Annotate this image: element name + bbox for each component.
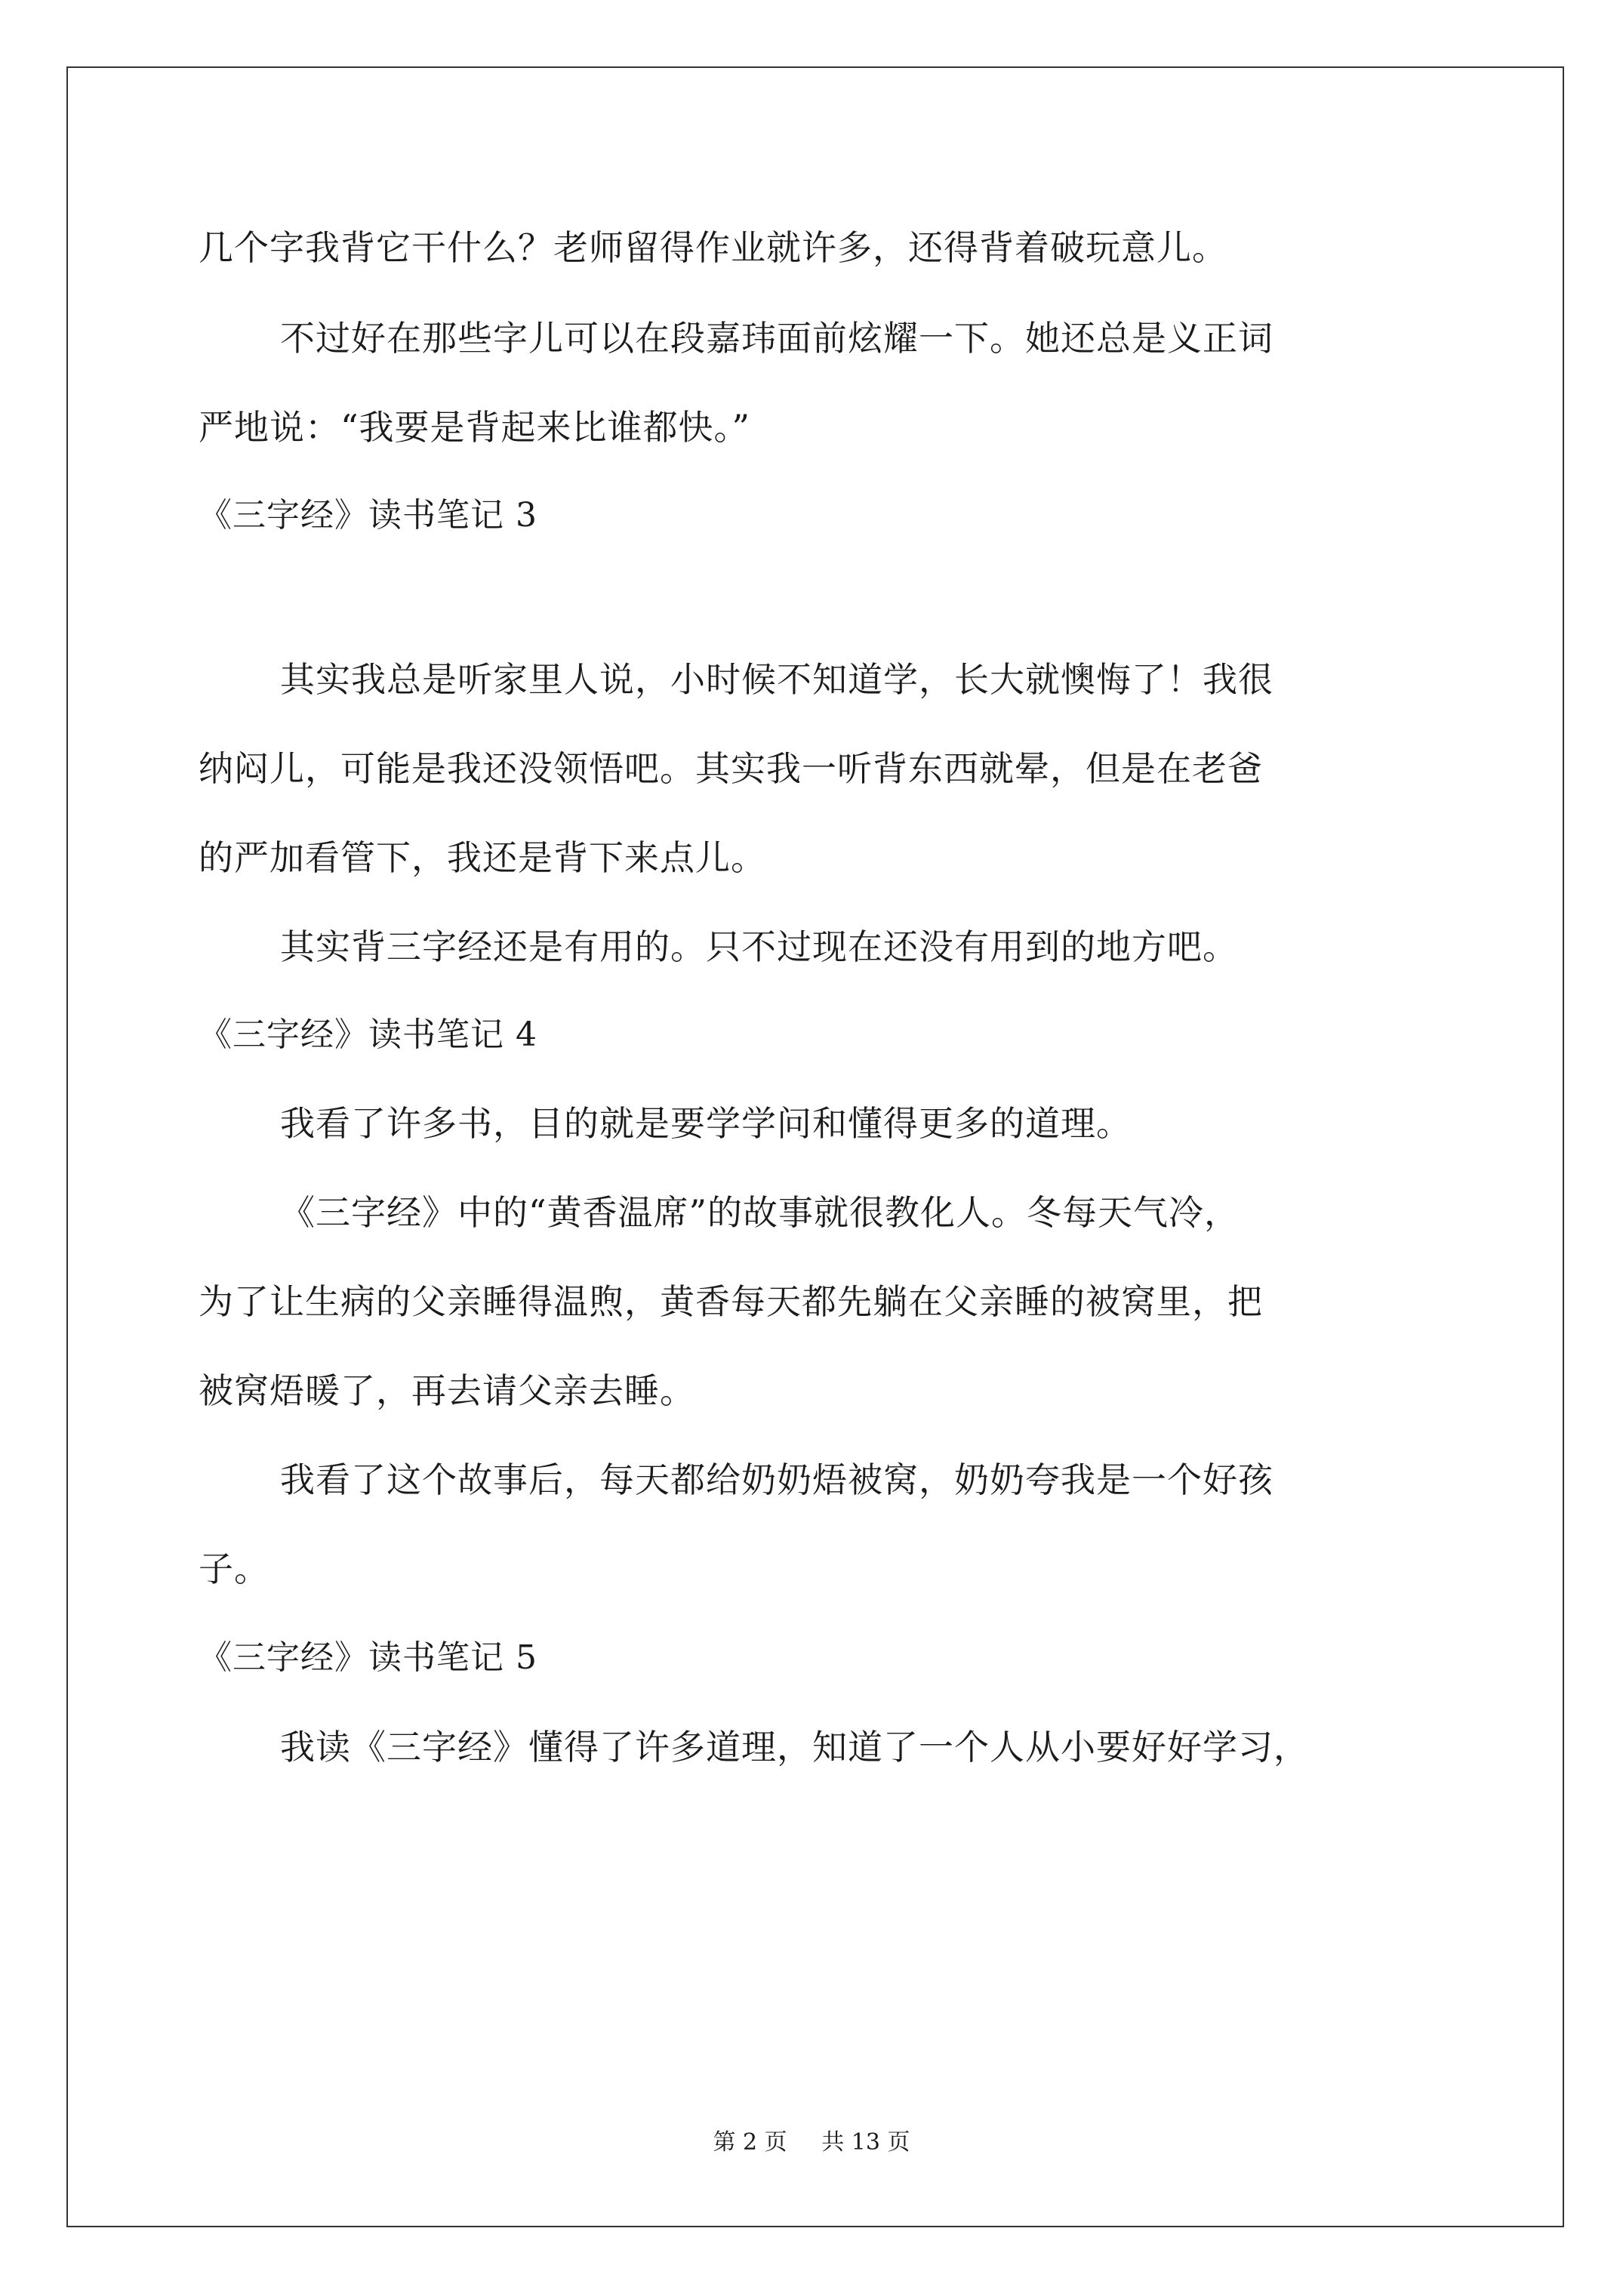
page-footer bbox=[0, 2129, 1623, 2156]
section-heading: 《三字经》读书笔记 3 bbox=[199, 496, 537, 535]
text-line: 我读《三字经》懂得了许多道理，知道了一个人从小要好好学习， bbox=[280, 1727, 1309, 1767]
section-heading: 《三字经》读书笔记 4 bbox=[199, 1015, 537, 1054]
section-heading: 《三字经》读书笔记 5 bbox=[199, 1638, 537, 1677]
text-line: 几个字我背它干什么？老师留得作业就许多，还得背着破玩意儿。 bbox=[199, 227, 1227, 268]
text-line: 被窝焐暖了，再去请父亲去睡。 bbox=[199, 1370, 695, 1411]
text-line: 《三字经》中的“黄香温席”的故事就很教化人。冬每天气冷， bbox=[280, 1192, 1240, 1233]
text-line: 我看了这个故事后，每天都给奶奶焐被窝，奶奶夸我是一个好孩 bbox=[280, 1459, 1273, 1500]
text-line: 我看了许多书，目的就是要学学问和懂得更多的道理。 bbox=[280, 1103, 1132, 1144]
text-line: 不过好在那些字儿可以在段嘉玮面前炫耀一下。她还总是义正词 bbox=[280, 318, 1273, 359]
page-total: 共 13 页 bbox=[821, 2129, 910, 2156]
text-line: 其实我总是听家里人说，小时候不知道学，长大就懊悔了！我很 bbox=[280, 659, 1273, 700]
page-border bbox=[66, 66, 1564, 2227]
text-line: 的严加看管下，我还是背下来点儿。 bbox=[199, 837, 766, 878]
text-line: 为了让生病的父亲睡得温煦，黄香每天都先躺在父亲睡的被窝里，把 bbox=[199, 1281, 1263, 1322]
text-line: 子。 bbox=[199, 1549, 269, 1589]
text-line: 其实背三字经还是有用的。只不过现在还没有用到的地方吧。 bbox=[280, 926, 1238, 967]
page-number: 第 2 页 bbox=[713, 2129, 787, 2156]
text-line: 纳闷儿，可能是我还没领悟吧。其实我一听背东西就晕，但是在老爸 bbox=[199, 748, 1263, 789]
text-line: 严地说：“我要是背起来比谁都快。” bbox=[199, 407, 751, 448]
